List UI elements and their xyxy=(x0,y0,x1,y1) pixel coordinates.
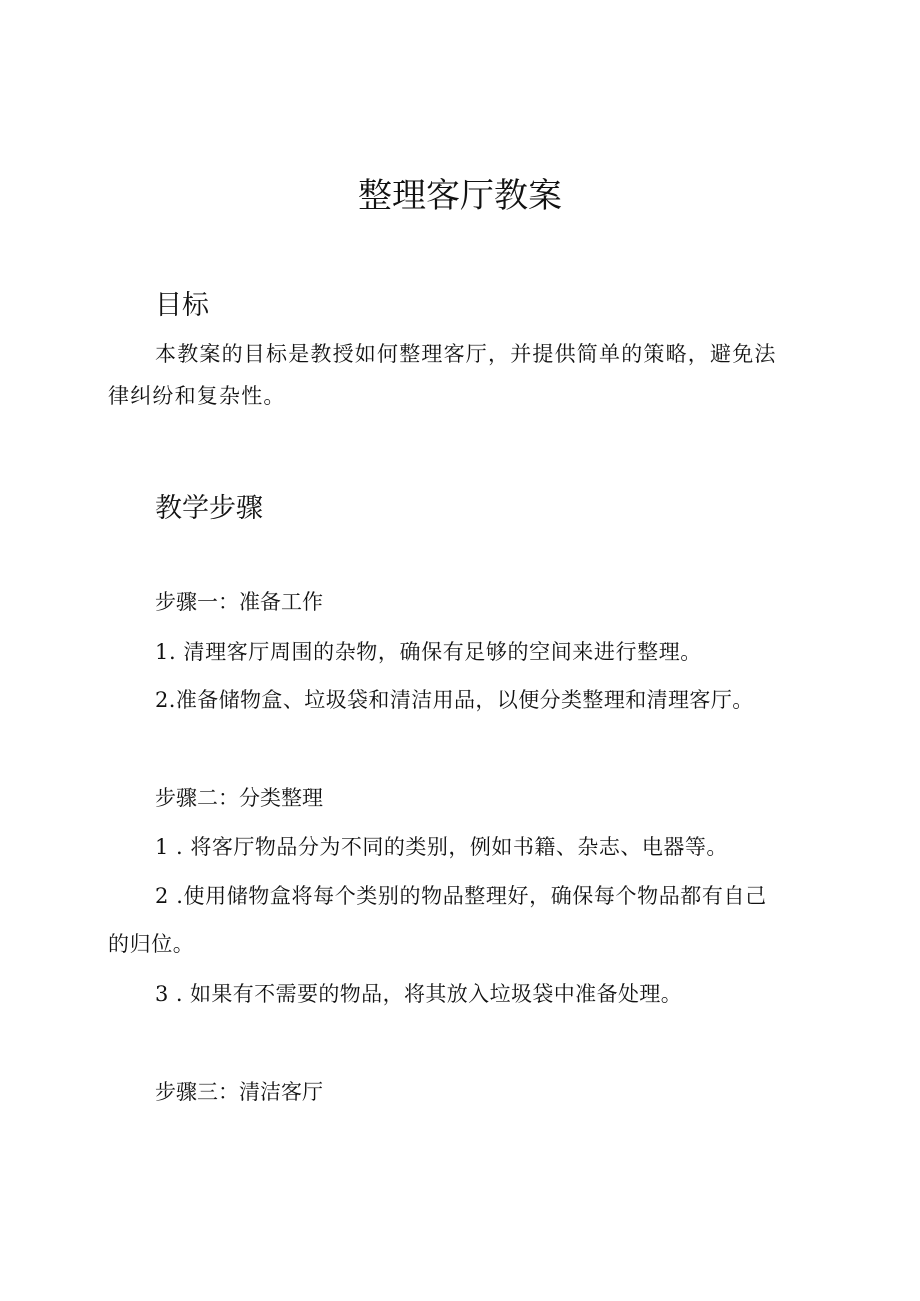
step3-heading: 步骤三：清洁客厅 xyxy=(155,1080,323,1104)
step2-item-2-line-1: 2 .使用储物盒将每个类别的物品整理好，确保每个物品都有自己 xyxy=(155,884,767,908)
step2-heading: 步骤二：分类整理 xyxy=(155,786,323,810)
step1-item-2: 2.准备储物盒、垃圾袋和清洁用品，以便分类整理和清理客厅。 xyxy=(155,688,754,712)
goal-paragraph-line-2: 律纠纷和复杂性。 xyxy=(108,384,286,408)
goal-paragraph-line-1: 本教案的目标是教授如何整理客厅，并提供简单的策略，避免法 xyxy=(155,342,777,366)
step2-item-3: 3 . 如果有不需要的物品，将其放入垃圾袋中准备处理。 xyxy=(155,982,683,1006)
step2-item-2-line-2: 的归位。 xyxy=(108,932,195,956)
step1-item-1: 1. 清理客厅周围的杂物，确保有足够的空间来进行整理。 xyxy=(155,640,702,664)
document-title: 整理客厅教案 xyxy=(358,176,562,216)
step2-item-1: 1 . 将客厅物品分为不同的类别，例如书籍、杂志、电器等。 xyxy=(155,835,728,859)
teaching-steps-heading: 教学步骤 xyxy=(155,493,263,524)
step1-heading: 步骤一：准备工作 xyxy=(155,590,323,614)
goal-heading: 目标 xyxy=(155,290,209,321)
